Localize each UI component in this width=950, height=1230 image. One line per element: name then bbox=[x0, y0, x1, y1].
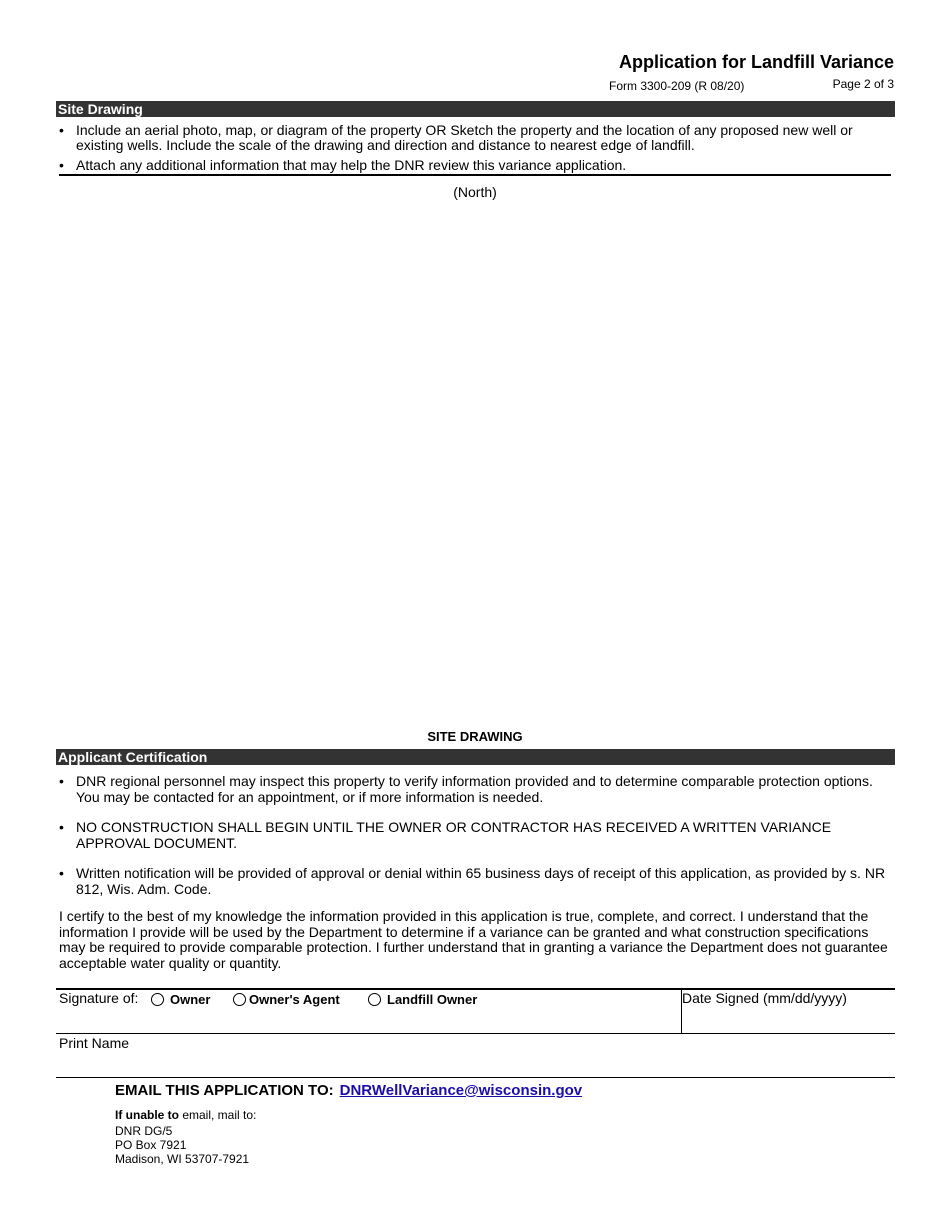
form-title: Application for Landfill Variance bbox=[618, 52, 894, 72]
radio-owners-agent-label: Owner's Agent bbox=[249, 992, 340, 1007]
north-label: (North) bbox=[453, 184, 497, 200]
signature-field[interactable] bbox=[56, 1002, 680, 1032]
email-label: EMAIL THIS APPLICATION TO: bbox=[115, 1082, 334, 1099]
list-item: • Include an aerial photo, map, or diagram of the property OR Sketch the property and the location of any proposed new well or existing wells. Include the scale of the drawing and direction and distance to nearest edge of landfill. bbox=[56, 123, 886, 153]
print-name-field[interactable] bbox=[140, 1036, 890, 1074]
mail-intro-bold: If unable to bbox=[115, 1108, 179, 1122]
divider bbox=[56, 1077, 895, 1078]
certification-heading: Applicant Certification bbox=[56, 749, 895, 765]
radio-landfill-owner-label: Landfill Owner bbox=[387, 992, 478, 1007]
email-instruction bbox=[115, 1082, 582, 1099]
print-name-label: Print Name bbox=[59, 1035, 130, 1051]
form-number: Form 3300-209 (R 08/20) bbox=[609, 79, 745, 93]
mail-address-block bbox=[115, 1108, 256, 1166]
divider bbox=[56, 1033, 895, 1034]
site-drawing-bullets bbox=[56, 123, 886, 173]
date-signed-label: Date Signed (mm/dd/yyyy) bbox=[682, 990, 847, 1006]
list-item: • NO CONSTRUCTION SHALL BEGIN UNTIL THE OWNER OR CONTRACTOR HAS RECEIVED A WRITTEN VARIANCE APPROVAL DOCUMENT. bbox=[56, 819, 886, 851]
signature-label: Signature of: bbox=[59, 990, 139, 1006]
list-item: • Attach any additional information that may help the DNR review this variance application. bbox=[56, 158, 886, 173]
divider bbox=[59, 174, 891, 176]
date-signed-field[interactable] bbox=[683, 1008, 893, 1032]
mail-intro-rest: email, mail to: bbox=[179, 1108, 257, 1122]
mail-line: Madison, WI 53707-7921 bbox=[115, 1152, 250, 1166]
site-drawing-heading: Site Drawing bbox=[56, 101, 895, 117]
mail-line: PO Box 7921 bbox=[115, 1138, 187, 1152]
radio-owner-label: Owner bbox=[170, 992, 211, 1007]
site-drawing-area[interactable] bbox=[56, 205, 895, 725]
page-number: Page 2 of 3 bbox=[832, 77, 894, 91]
mail-line: DNR DG/5 bbox=[115, 1124, 173, 1138]
email-link[interactable]: DNRWellVariance@wisconsin.gov bbox=[339, 1082, 583, 1099]
site-drawing-caption: SITE DRAWING bbox=[427, 729, 523, 744]
certification-statement: I certify to the best of my knowledge the information provided in this application is true, complete, and correct. I understand that the information I provide will be used by the Department to determine if a variance can be granted and what construction specifications may be required to provide comparable protection. I further understand that in granting a variance the Department does not guarantee acceptable water quality or quantity. bbox=[59, 908, 888, 971]
certification-bullets bbox=[56, 773, 886, 911]
list-item: • Written notification will be provided of approval or denial within 65 business days of receipt of this application, as provided by s. NR 812, Wis. Adm. Code. bbox=[56, 865, 886, 897]
list-item: • DNR regional personnel may inspect this property to verify information provided and to determine comparable protection options. You may be contacted for an appointment, or if more information is needed. bbox=[56, 773, 886, 805]
